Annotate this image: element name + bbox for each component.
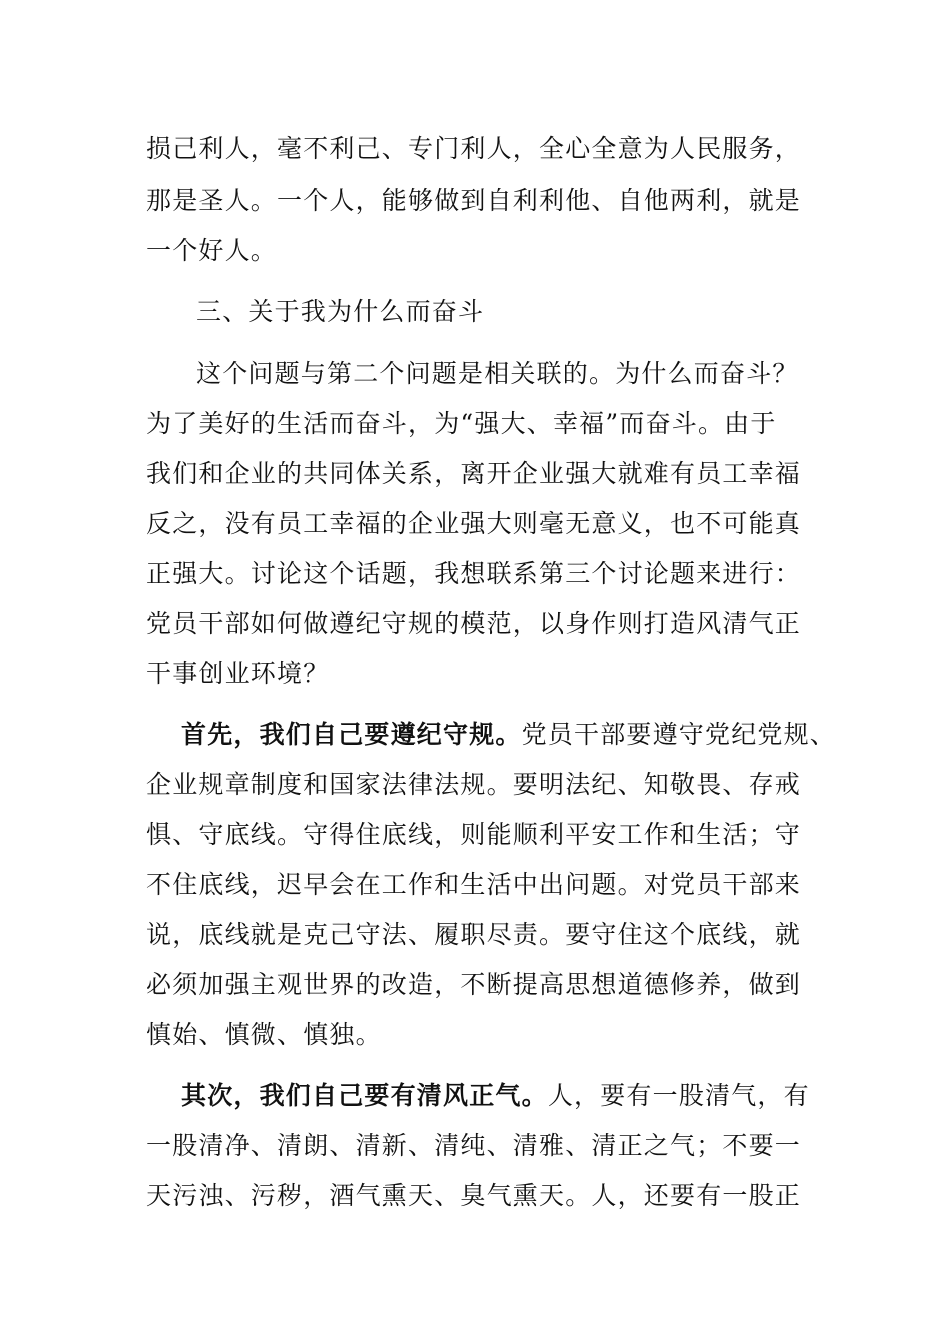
paragraph-line: 一个好人。 xyxy=(146,236,278,265)
paragraph-lead: 其次，我们自己要有清风正气。 xyxy=(181,1081,548,1110)
paragraph-line: 说，底线就是克己守法、履职尽责。要守住这个底线，就 xyxy=(146,920,802,949)
paragraph-text: 党员干部要遵守党纪党规、 xyxy=(521,720,837,749)
paragraph-line: 我们和企业的共同体关系，离开企业强大就难有员工幸福 xyxy=(146,459,802,488)
paragraph-line: 不住底线，迟早会在工作和生活中出问题。对党员干部来 xyxy=(146,870,802,899)
paragraph-line: 企业规章制度和国家法律法规。要明法纪、知敬畏、存戒 xyxy=(146,770,802,799)
paragraph-line: 必须加强主观世界的改造，不断提高思想道德修养，做到 xyxy=(146,970,802,999)
paragraph-line: 反之，没有员工幸福的企业强大则毫无意义，也不可能真 xyxy=(146,509,802,538)
paragraph-line: 天污浊、污秽，酒气熏天、臭气熏天。人，还要有一股正 xyxy=(146,1181,802,1210)
paragraph-line: 这个问题与第二个问题是相关联的。为什么而奋斗？ xyxy=(196,359,799,388)
paragraph-line: 一股清净、清朗、清新、清纯、清雅、清正之气；不要一 xyxy=(146,1131,802,1160)
paragraph-line: 党员干部如何做遵纪守规的模范，以身作则打造风清气正 xyxy=(146,609,802,638)
paragraph-line: 正强大。讨论这个话题，我想联系第三个讨论题来进行： xyxy=(146,559,802,588)
paragraph-line xyxy=(181,1081,810,1111)
section-heading: 三、关于我为什么而奋斗 xyxy=(196,297,485,326)
paragraph-line: 为了美好的生活而奋斗，为“强大、幸福”而奋斗。由于 xyxy=(146,409,777,438)
paragraph-lead: 首先，我们自己要遵纪守规。 xyxy=(181,720,522,749)
paragraph-text: 人，要有一股清气，有 xyxy=(547,1081,810,1110)
paragraph-line xyxy=(181,720,836,750)
paragraph-line: 那是圣人。一个人，能够做到自利利他、自他两利，就是 xyxy=(146,186,802,215)
paragraph-line: 慎始、慎微、慎独。 xyxy=(146,1020,382,1049)
paragraph-line: 损己利人，毫不利己、专门利人，全心全意为人民服务， xyxy=(146,134,802,163)
paragraph-line: 干事创业环境？ xyxy=(146,659,330,688)
paragraph-line: 惧、守底线。守得住底线，则能顺利平安工作和生活；守 xyxy=(146,820,802,849)
